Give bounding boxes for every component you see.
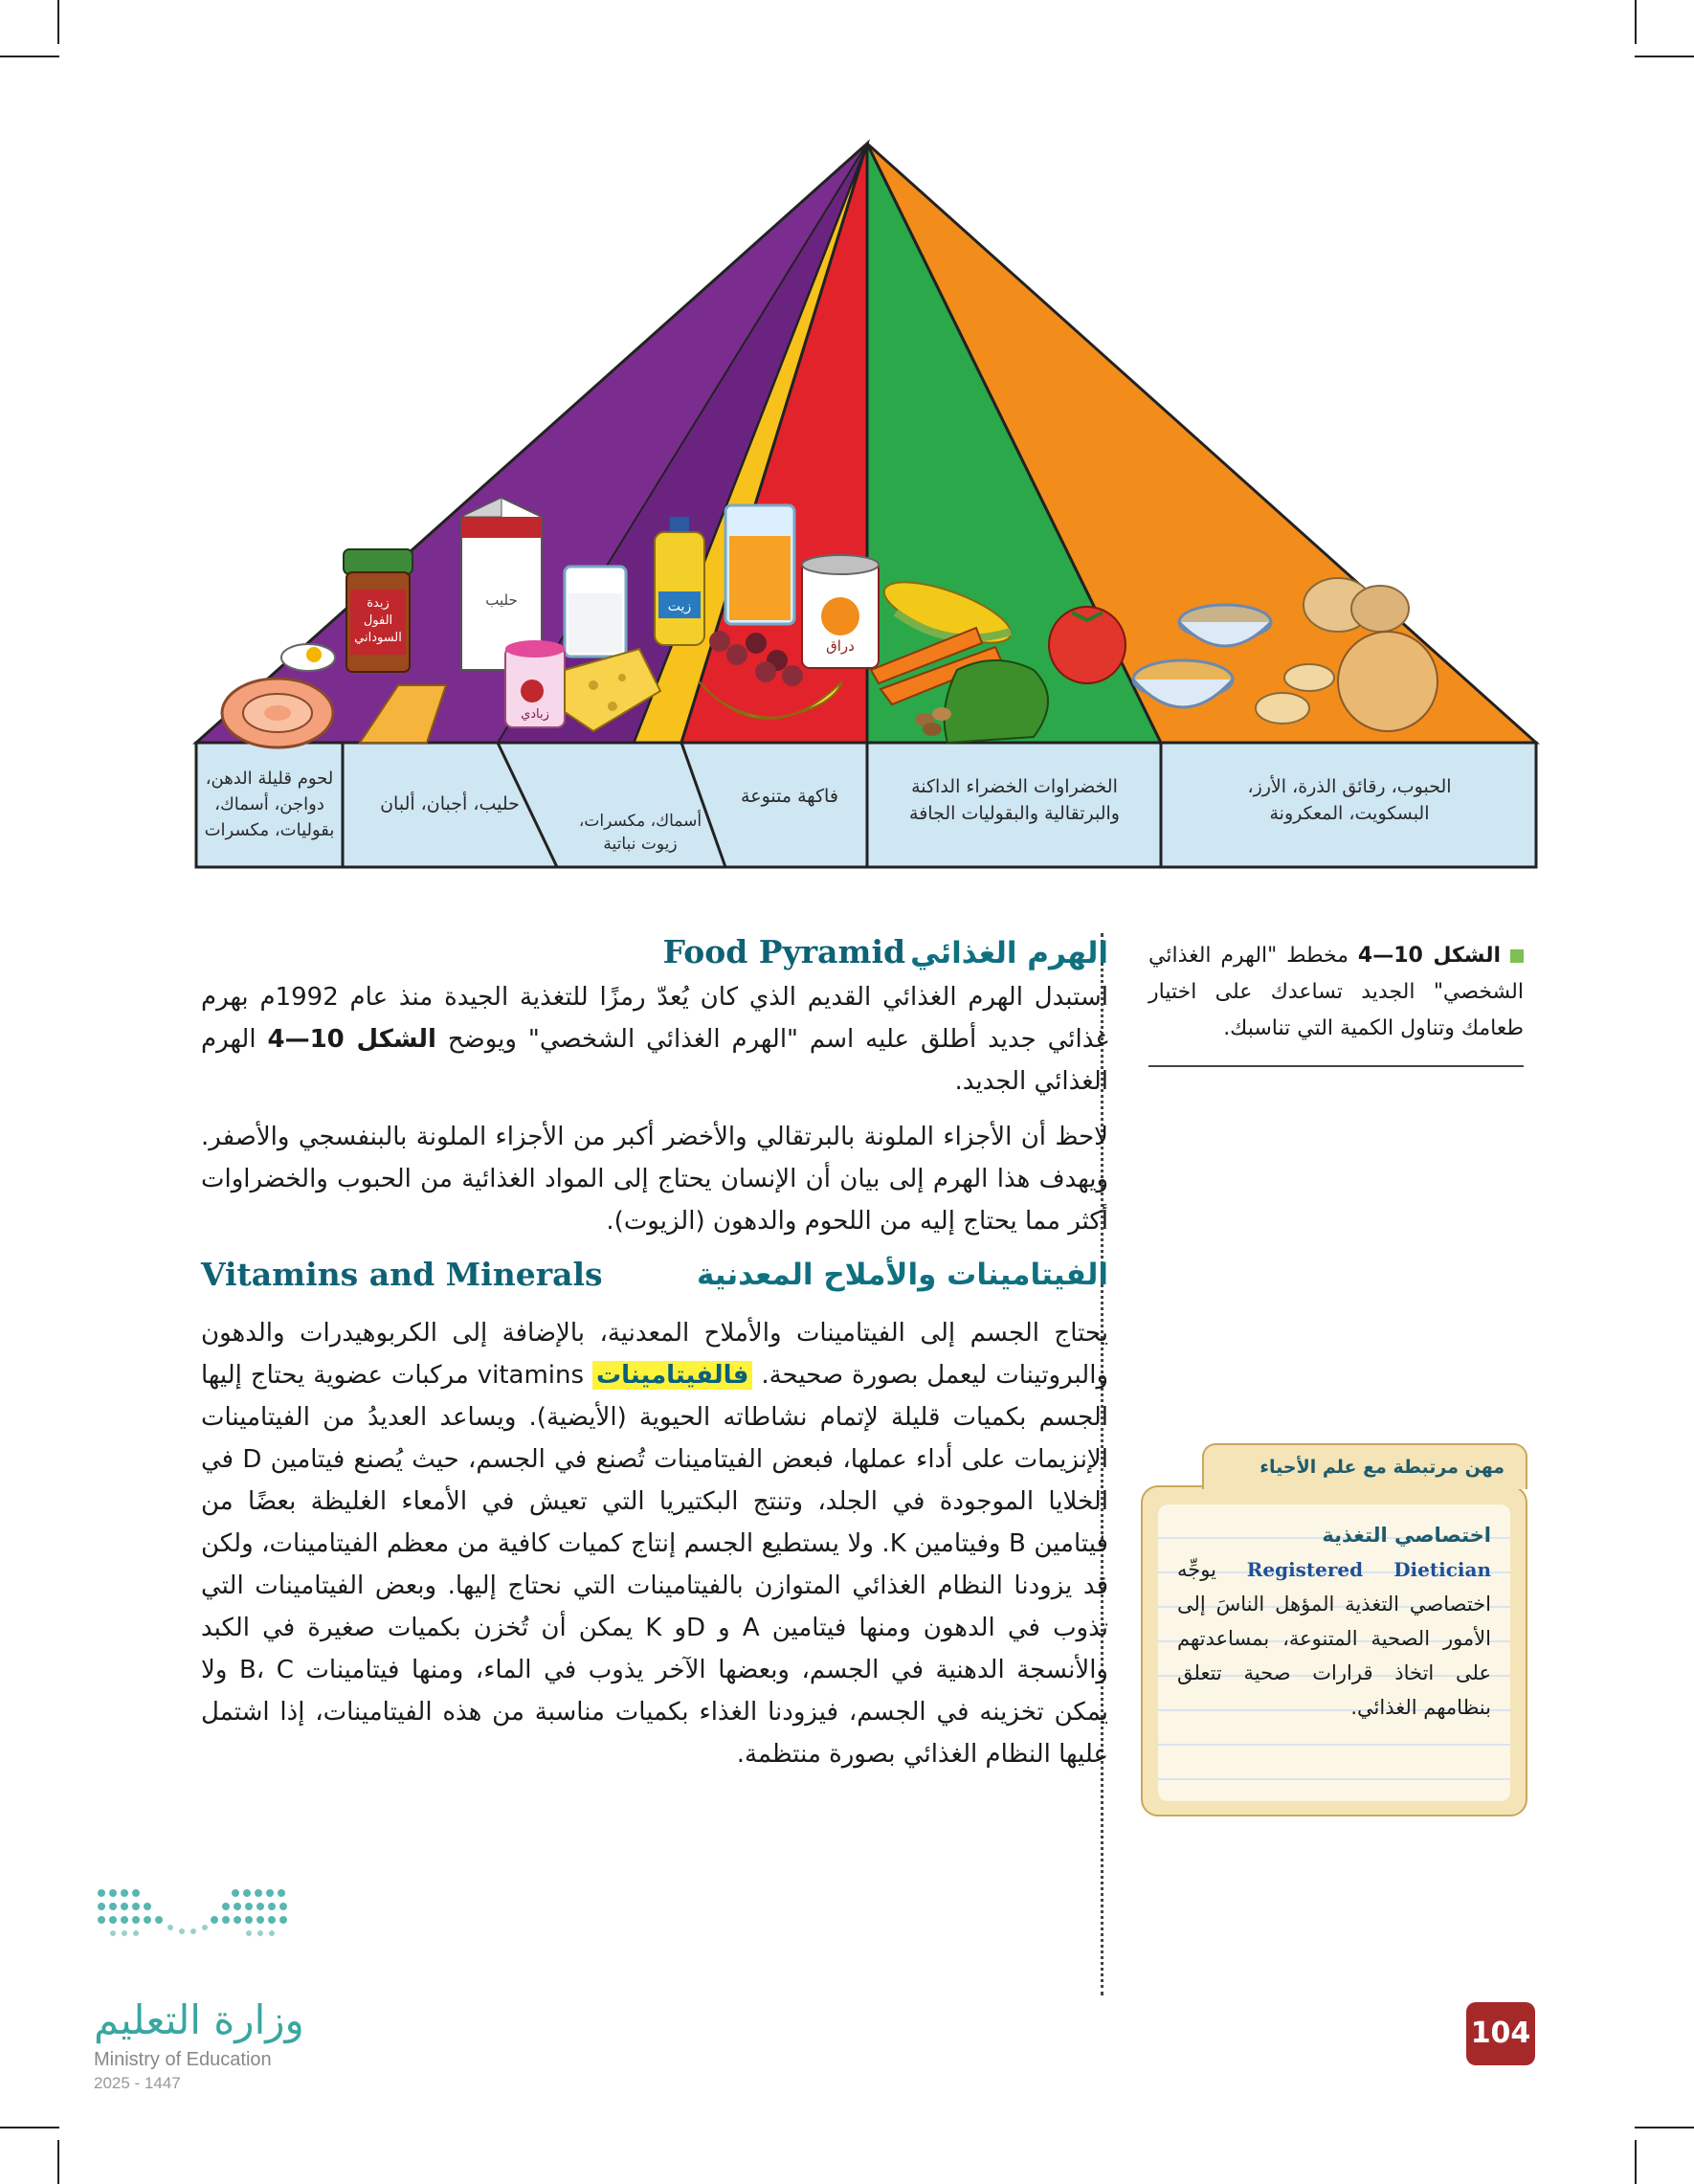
career-tab: مهن مرتبطة مع علم الأحياء — [1202, 1443, 1527, 1489]
base-label-oils-line1: أسماك، مكسرات، — [578, 812, 702, 831]
base-label-vegetables-line1: الخضراوات الخضراء الداكنة — [911, 776, 1118, 797]
section-heading-food-pyramid — [201, 933, 1108, 970]
figure-reference: الشكل 10—4 — [267, 1025, 436, 1054]
base-label-grains — [1168, 773, 1531, 827]
paragraph-pyramid-intro — [201, 976, 1108, 1103]
crop-mark — [57, 2140, 59, 2184]
crop-mark — [0, 2127, 59, 2128]
career-frame — [1141, 1485, 1527, 1816]
career-card — [1158, 1504, 1510, 1801]
oil-bottle-label: زيت — [667, 599, 692, 614]
heading-vitamins-en: Vitamins and Minerals — [201, 1256, 603, 1293]
crop-mark — [1635, 2140, 1637, 2184]
peanut-butter-label-line3: السوداني — [354, 631, 402, 645]
base-label-meat-line1: لحوم قليلة الدهن، — [205, 769, 334, 789]
salmon-illustration — [222, 679, 333, 747]
section-heading-vitamins — [201, 1256, 1108, 1293]
base-label-meat — [196, 766, 343, 843]
egg-illustration — [281, 644, 335, 671]
base-label-milk: حليب، أجبان، ألبان — [380, 793, 520, 814]
peanut-butter-label-line1: زبدة — [367, 596, 390, 611]
career-term-en: Registered Dietician — [1246, 1558, 1491, 1581]
base-label-grains-line2: البسكويت، المعكرونة — [1269, 803, 1430, 824]
oil-bottle — [655, 517, 704, 645]
base-label-oils-line2: زيوت نباتية — [603, 835, 678, 854]
highlighted-term-vitamins: فالفيتامينات — [592, 1361, 752, 1390]
main-column — [201, 933, 1108, 1789]
base-label-fruits: فاكهة متنوعة — [741, 786, 838, 807]
ministry-name-ar: وزارة التعليم — [94, 1996, 304, 2043]
peanut-butter-jar — [344, 549, 412, 672]
ministry-name-en: Ministry of Education — [94, 2049, 272, 2070]
page-number: 104 — [1466, 2002, 1535, 2065]
base-label-meat-line3: بقوليات، مكسرات — [204, 820, 335, 840]
base-label-meat-line2: دواجن، أسماك، — [214, 794, 324, 814]
leafy-greens — [945, 660, 1048, 743]
yogurt-cup — [505, 640, 565, 727]
figure-caption — [1148, 938, 1524, 1047]
paragraph-vitamins — [201, 1312, 1108, 1775]
ministry-logo-icon — [92, 1874, 302, 1979]
heading-food-pyramid-en: Food Pyramid — [662, 933, 906, 970]
base-label-vegetables — [873, 773, 1156, 827]
caption-rule — [1148, 1065, 1524, 1067]
ministry-year: 2025 - 1447 — [94, 2074, 181, 2092]
paragraph-vitamins-body: مركبات عضوية يحتاج إليها الجسم بكميات قليلة لإتمام نشاطاته الحيوية (الأيضية). ويساعد العديدُ من الفيتامينات الإنزيمات على أداء عملها، فبعض الفيتامينات تُصنع في الجسم، حيث يُصنع فيتامين D في الخلايا الموجودة في الجلد، وتنتج البكتيريا التي تعيش في الأمعاء الغليظة بعضًا من فيتامين B وفيتامين K. ولا يستطيع الجسم إنتاج كميات كافية من معظم الفيتامينات، ولكن قد يزودنا النظام الغذائي المتوازن بالفيتامينات التي نحتاج إليها. وبعض الفيتامينات التي تذوب في الدهون ومنها فيتامين A و Dو K يمكن أن تُخزن بكميات صغيرة في الكبد والأنسجة الدهنية في الجسم، وبعضها الآخر يذوب في الماء، ومنها فيتامينات B، C ولا يمكن تخزينه في الجسم، فيزودنا الغذاء بكميات مناسبة من هذه الفيتامينات، إذا اشتمل عليها النظام الغذائي بصورة منتظمة. — [201, 1361, 1108, 1769]
caption-text: مخطط "الهرم الغذائي الشخصي" الجديد تساعدك على اختيار طعامك وتناول الكمية التي تناسبك. — [1148, 944, 1524, 1040]
juice-glass — [725, 505, 794, 624]
paragraph-vitamins-intro: يحتاج الجسم إلى الفيتامينات والأملاح المعدنية، بالإضافة إلى الكربوهيدرات والدهون والبروتينات ليعمل بصورة صحيحة. — [201, 1319, 1108, 1390]
base-label-vegetables-line2: والبرتقالية والبقوليات الجافة — [909, 803, 1120, 824]
peach-can — [802, 555, 879, 668]
caption-bullet-icon — [1510, 949, 1524, 963]
base-label-oils — [567, 810, 714, 856]
career-title: اختصاصي التغذية — [1322, 1524, 1491, 1547]
base-label-grains-line1: الحبوب، رقائق الذرة، الأرز، — [1247, 776, 1452, 797]
milk-glass — [565, 567, 626, 657]
term-vitamins-en: vitamins — [477, 1361, 585, 1390]
peanut-butter-label-line2: الفول — [363, 613, 393, 628]
tomato — [1049, 607, 1126, 683]
career-text: يوجِّه اختصاصي التغذية المؤهل الناسَ إلى الأمور الصحية المتنوعة، بمساعدتهم على اتخاذ قرارات صحية تتعلق بنظامهم الغذائي. — [1177, 1558, 1491, 1719]
caption-figure-ref: الشكل 10—4 — [1357, 944, 1501, 968]
paragraph-pyramid-colors: لاحظ أن الأجزاء الملونة بالبرتقالي والأخضر أكبر من الأجزاء الملونة بالبنفسجي والأصفر. ويهدف هذا الهرم إلى بيان أن الإنسان يحتاج إلى المواد الغذائية من الحبوب والخضراوات أكثر مما يحتاج إليه من اللحوم والدهون (الزيوت). — [201, 1123, 1108, 1236]
food-pyramid-figure — [0, 0, 1694, 880]
heading-food-pyramid-ar: الهرم الغذائي — [910, 936, 1108, 970]
yogurt-label: زبادي — [521, 707, 549, 722]
paragraph-pyramid-intro-text: استبدل الهرم الغذائي القديم الذي كان يُعدّ رمزًا للتغذية الجيدة منذ عام 1992م بهرم غذائي جديد أطلق عليه اسم "الهرم الغذائي الشخصي" ويوضح — [201, 983, 1109, 1054]
paragraph-pyramid-intro-end: الهرم الغذائي الجديد. — [201, 1025, 1108, 1096]
peach-can-label: دراق — [826, 637, 855, 655]
career-box — [1141, 1443, 1527, 1816]
milk-carton-label: حليب — [485, 591, 518, 609]
crop-mark — [1635, 2127, 1694, 2128]
heading-vitamins-ar: الفيتامينات والأملاح المعدنية — [696, 1257, 1108, 1292]
